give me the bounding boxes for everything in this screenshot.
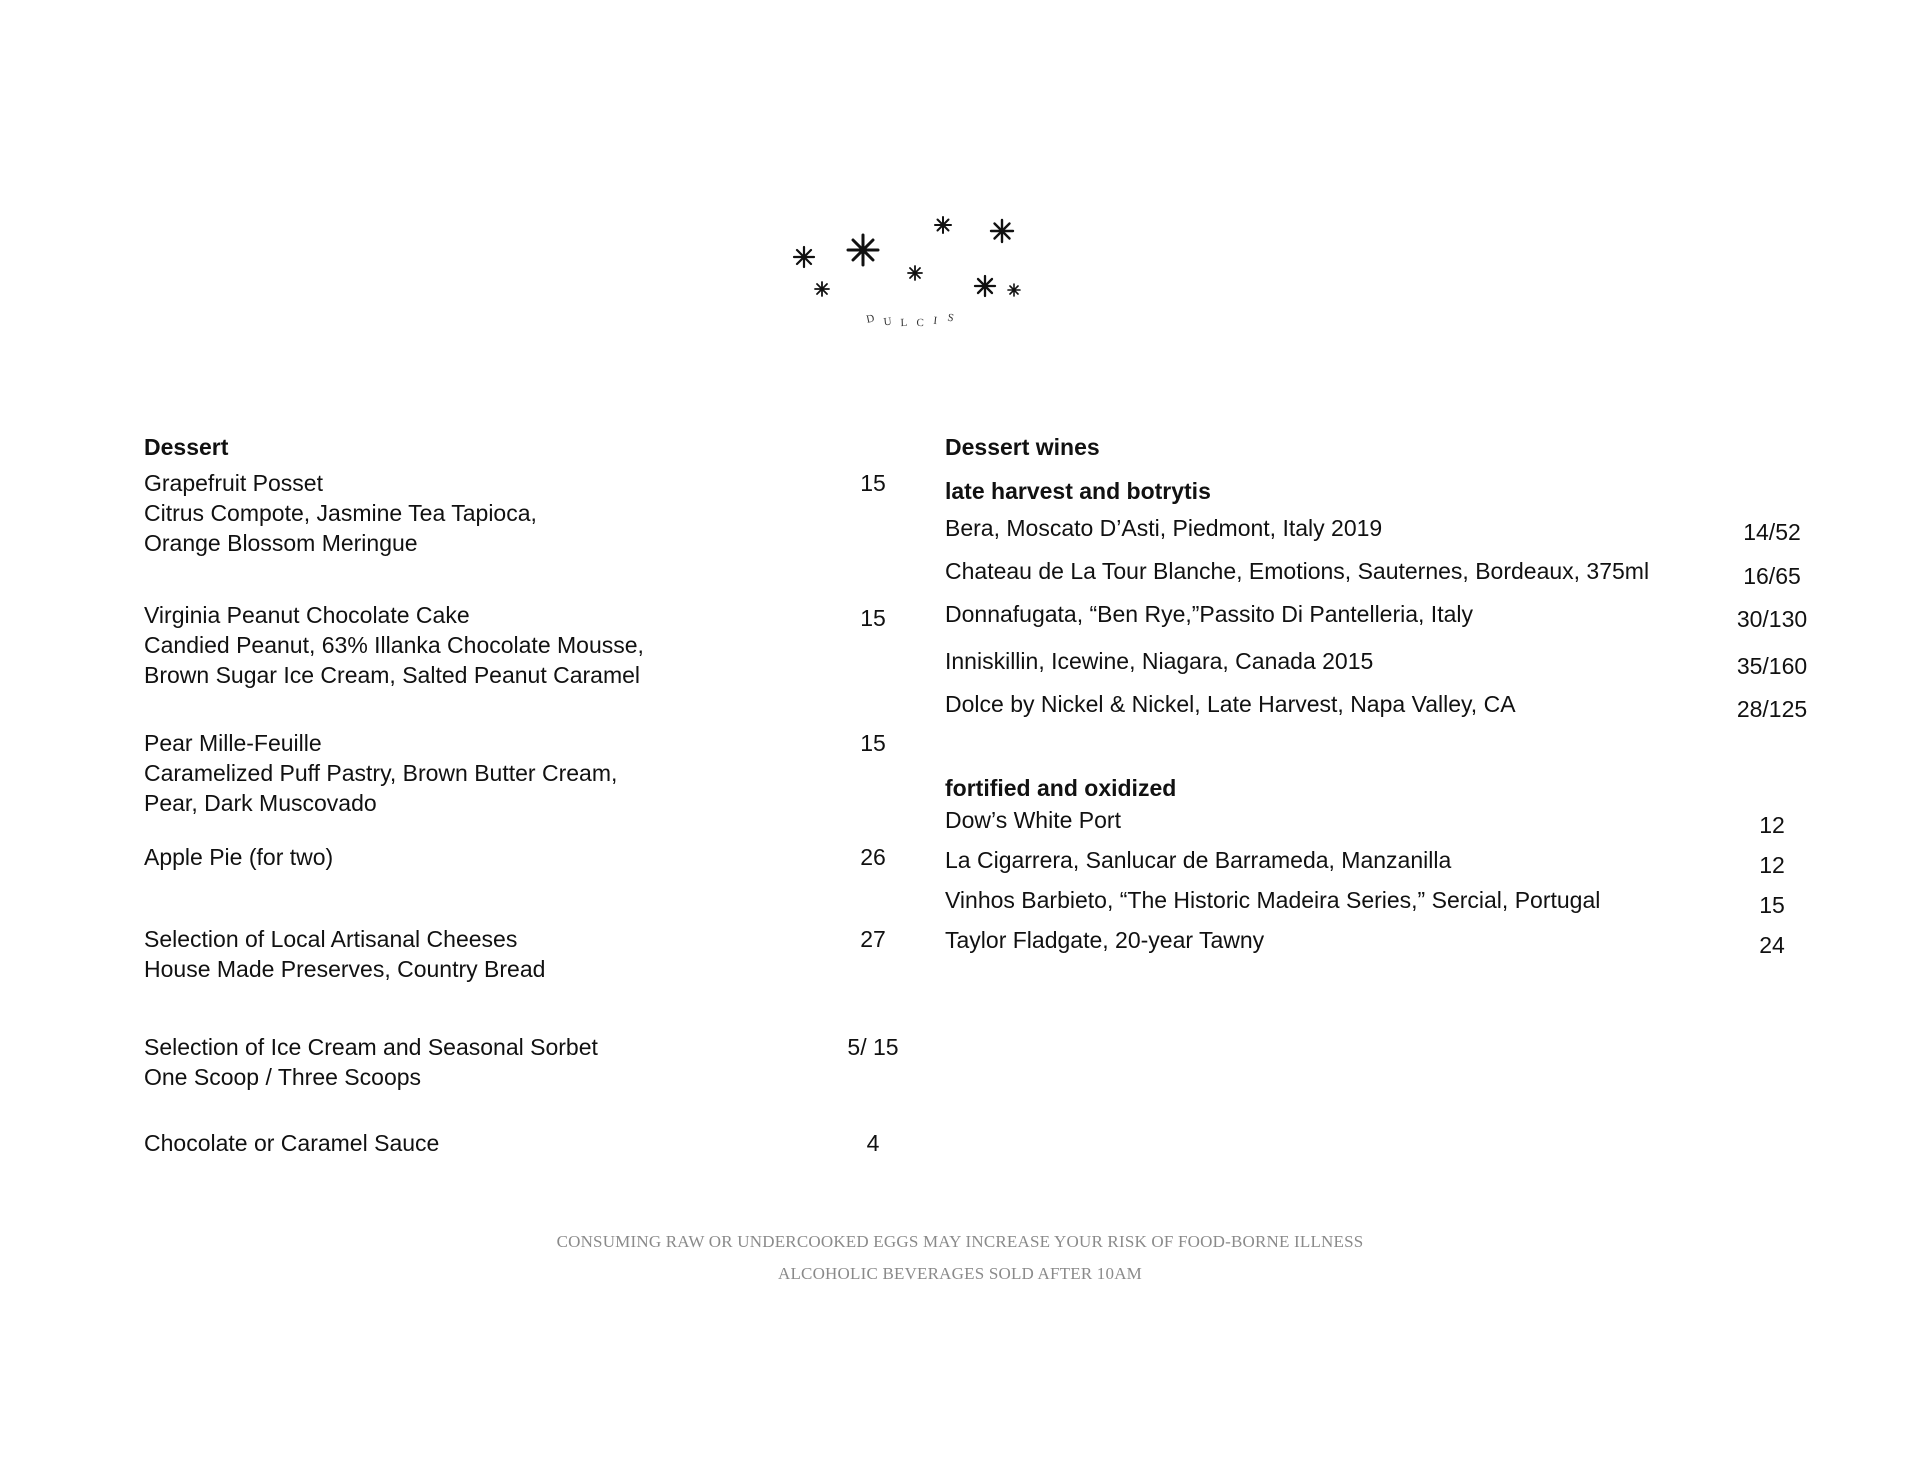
wine-item-price: 12 (1759, 812, 1785, 838)
food-safety-notice: CONSUMING RAW OR UNDERCOOKED EGGS MAY INCREASE YOUR RISK OF FOOD-BORNE ILLNESS (556, 1232, 1364, 1251)
wordmark-letter: S (946, 311, 955, 325)
dessert-item-name: Apple Pie (for two) (144, 844, 334, 870)
dessert-item-price: 27 (860, 926, 886, 952)
wine-item-name: Vinhos Barbieto, “The Historic Madeira Series,” Sercial, Portugal (945, 887, 1601, 913)
wine-item-name: Dolce by Nickel & Nickel, Late Harvest, Napa Valley, CA (945, 691, 1516, 717)
wine-item-price: 35/160 (1736, 653, 1808, 679)
wine-item-name: Inniskillin, Icewine, Niagara, Canada 2015 (945, 648, 1374, 674)
late-harvest-heading: late harvest and botrytis (945, 478, 1211, 504)
dessert-item-name: Chocolate or Caramel Sauce (144, 1130, 440, 1156)
wine-item-price: 15 (1759, 892, 1785, 918)
wines-heading: Dessert wines (945, 434, 1100, 460)
wine-item-price: 24 (1759, 932, 1785, 958)
stars-constellation-icon (794, 217, 1020, 296)
dessert-item-desc: House Made Preserves, Country Bread (144, 956, 546, 982)
wordmark-letter: L (900, 316, 908, 330)
dessert-item-price: 4 (866, 1130, 880, 1156)
wine-item-name: Taylor Fladgate, 20-year Tawny (945, 927, 1265, 953)
dessert-item-name: Selection of Ice Cream and Seasonal Sorbet (144, 1034, 598, 1060)
wine-item-price: 12 (1759, 852, 1785, 878)
dessert-item-desc: Citrus Compote, Jasmine Tea Tapioca, (144, 500, 537, 526)
dessert-item-price: 5/ 15 (847, 1034, 899, 1060)
wine-item-name: Bera, Moscato D’Asti, Piedmont, Italy 2019 (945, 515, 1383, 541)
wine-item-name: Donnafugata, “Ben Rye,”Passito Di Pantelleria, Italy (945, 601, 1473, 627)
dessert-item-name: Selection of Local Artisanal Cheeses (144, 926, 518, 952)
wine-item-price: 30/130 (1736, 606, 1808, 632)
logo-wordmark (865, 312, 955, 330)
dessert-item-desc: Orange Blossom Meringue (144, 530, 418, 556)
wordmark-letter: D (865, 312, 876, 326)
dessert-item-price: 15 (860, 730, 886, 756)
dessert-item-desc: Brown Sugar Ice Cream, Salted Peanut Caramel (144, 662, 641, 688)
wine-item-name: Chateau de La Tour Blanche, Emotions, Sauternes, Bordeaux, 375ml (945, 558, 1650, 584)
dessert-item-price: 15 (860, 605, 886, 631)
dessert-item-desc: One Scoop / Three Scoops (144, 1064, 422, 1090)
wine-item-name: Dow’s White Port (945, 807, 1121, 833)
fortified-heading: fortified and oxidized (945, 775, 1177, 801)
wordmark-letter: U (883, 315, 893, 329)
alcohol-notice: ALCOHOLIC BEVERAGES SOLD AFTER 10AM (777, 1264, 1143, 1283)
dessert-item-name: Virginia Peanut Chocolate Cake (144, 602, 470, 628)
dessert-item-name: Grapefruit Posset (144, 470, 323, 496)
wine-item-price: 28/125 (1736, 696, 1808, 722)
dessert-item-name: Pear Mille-Feuille (144, 730, 322, 756)
dessert-item-desc: Pear, Dark Muscovado (144, 790, 377, 816)
dulcis-logo (780, 205, 1040, 345)
dessert-item-desc: Candied Peanut, 63% Illanka Chocolate Mousse, (144, 632, 644, 658)
dessert-heading: Dessert (144, 434, 229, 460)
wine-item-price: 16/65 (1743, 563, 1801, 589)
wine-item-name: La Cigarrera, Sanlucar de Barrameda, Manzanilla (945, 847, 1452, 873)
wordmark-letter: C (916, 316, 924, 330)
dessert-item-desc: Caramelized Puff Pastry, Brown Butter Cream, (144, 760, 618, 786)
wine-item-price: 14/52 (1743, 519, 1801, 545)
dessert-item-price: 26 (860, 844, 886, 870)
dessert-item-price: 15 (860, 470, 886, 496)
wordmark-letter: I (932, 314, 938, 328)
